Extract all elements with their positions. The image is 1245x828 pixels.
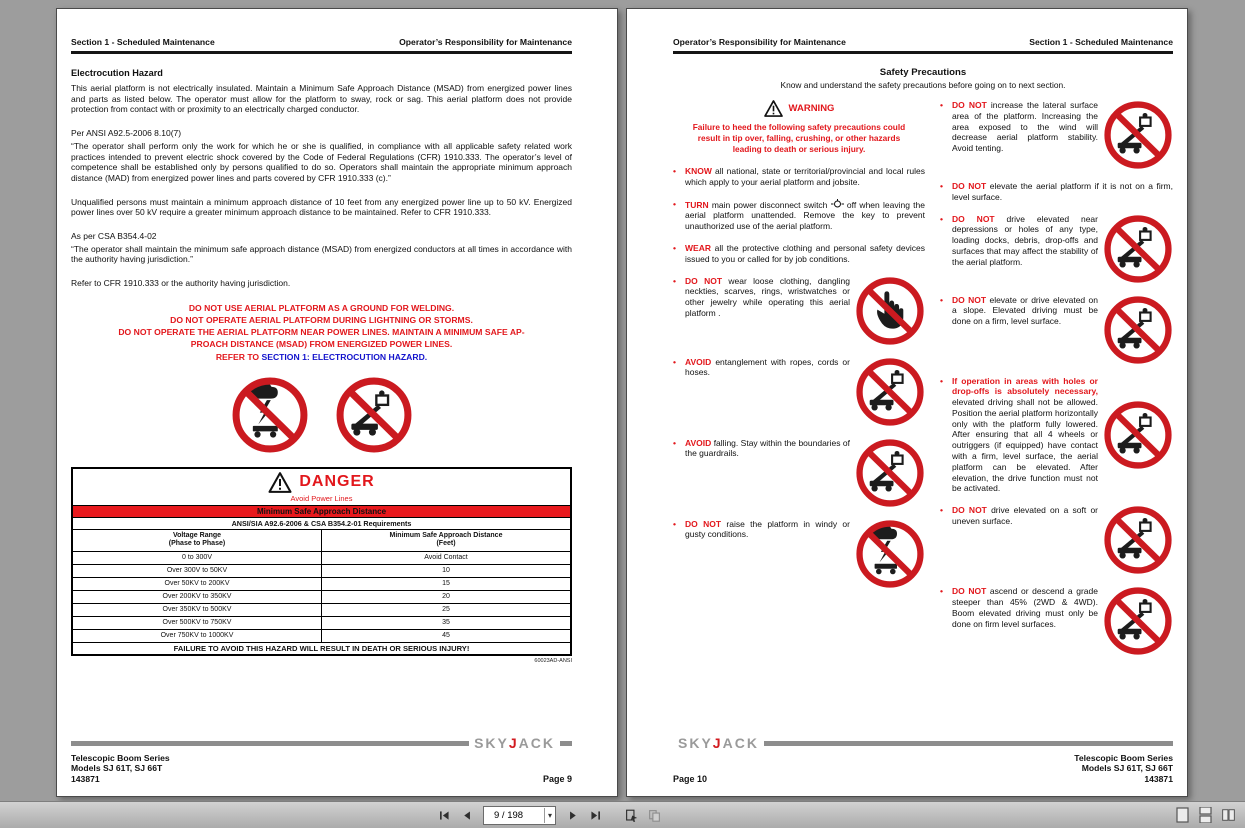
page-footer bbox=[71, 734, 572, 784]
paragraph: “The operator shall perform only the work for which he or she is qualified, in compliance with all applicable safety related work practices intended to prevent electric shock covered by the Code of Federal Regulations (CFR) 1910.333. The operator’s level of competence shall be established only by persons qualified to do so. Operators shall maintain the appropriate minimum approach distance (MAD) from energized power lines and parts covered by CFR 1910.333 (c).” bbox=[71, 140, 572, 183]
no-soft-surface-icon bbox=[1103, 505, 1173, 575]
danger-header-cell bbox=[72, 468, 571, 506]
page-dropdown-caret-icon[interactable]: ▾ bbox=[544, 808, 555, 823]
warning-triangle-icon bbox=[764, 100, 783, 117]
bullet-dot: • bbox=[673, 166, 676, 177]
model-info: Telescopic Boom Series Models SJ 61T, SJ 66T 143871 bbox=[71, 752, 170, 784]
header-rule bbox=[71, 51, 572, 54]
danger-subtitle: Avoid Power Lines bbox=[290, 493, 353, 503]
header-chapter: Operator’s Responsibility for Maintenance bbox=[673, 37, 846, 47]
no-windy-raise-icon bbox=[855, 519, 925, 589]
paragraph-heading: As per CSA B354.4-02 bbox=[71, 231, 157, 242]
warning-heading bbox=[673, 100, 925, 117]
msad-cell: 20 bbox=[322, 590, 572, 603]
paragraph: “The operator shall maintain the minimum safe approach distance (MSAD) from energized conductors at all times in accordance with the authority having jurisdiction.” bbox=[71, 243, 572, 265]
msad-cell: 10 bbox=[322, 564, 572, 577]
safety-bullet: • DO NOT elevate or drive elevated on a slope. Elevated driving must be done on a firm, level surface. bbox=[940, 295, 1173, 365]
msad-cell: Over 300V to 50KV bbox=[72, 564, 322, 577]
paragraph-heading: Per ANSI A92.5-2006 8.10(7) bbox=[71, 128, 182, 139]
bullet-dot: • bbox=[940, 586, 943, 597]
header-section: Section 1 - Scheduled Maintenance bbox=[71, 37, 215, 47]
bullet-dot: • bbox=[673, 198, 676, 209]
warning-line: DO NOT OPERATE AERIAL PLATFORM DURING LIGHTNING OR STORMS. bbox=[170, 315, 473, 326]
page-view-modes bbox=[1174, 806, 1237, 824]
no-steep-grade-icon bbox=[1103, 586, 1173, 656]
msad-footer-warning: FAILURE TO AVOID THIS HAZARD WILL RESULT IN DEATH OR SERIOUS INJURY! bbox=[72, 642, 571, 655]
no-slope-elevation-icon bbox=[1103, 295, 1173, 365]
bullet-dot: • bbox=[673, 275, 676, 286]
msad-cell: 0 to 300V bbox=[72, 551, 322, 564]
figure-code: 60023AD-ANSI bbox=[534, 657, 572, 664]
page-number-box[interactable] bbox=[483, 806, 556, 825]
bullet-dot: • bbox=[673, 356, 676, 367]
last-page-button[interactable] bbox=[585, 805, 605, 825]
page-footer bbox=[673, 734, 1173, 784]
paragraph: This aerial platform is not electrically insulated. Maintain a Minimum Safe Approach Distance (MSAD) from energized power lines and parts as listed below. The operator must allow for the platform to sway, rock or sag. This aerial platform does not provide protection from contact with or proximity to an electrically charged conductor. bbox=[71, 83, 572, 115]
copy-pages-icon[interactable] bbox=[644, 805, 664, 825]
footer-rule bbox=[764, 741, 1173, 746]
warning-label: WARNING bbox=[788, 103, 835, 114]
section-link[interactable]: SECTION 1: ELECTROCUTION HAZARD. bbox=[261, 351, 428, 362]
page-number-label: Page 9 bbox=[542, 774, 572, 784]
page-indicator-value[interactable]: 9 / 198 bbox=[494, 809, 524, 821]
safety-bullet: • DO NOT increase the lateral surface area of the platform. Increasing the area exposed to the wind will decrease aerial platform stability. Avoid tenting. bbox=[940, 100, 1173, 170]
bullet-dot: • bbox=[940, 294, 943, 305]
msad-cell: Avoid Contact bbox=[322, 551, 572, 564]
bullet-dot: • bbox=[940, 100, 943, 110]
warning-line: DO NOT USE AERIAL PLATFORM AS A GROUND FOR WELDING. bbox=[188, 302, 455, 313]
two-page-view-icon[interactable] bbox=[1220, 806, 1237, 824]
skyjack-logo: SKYJACK bbox=[678, 734, 759, 751]
paragraph: Unqualified persons must maintain a minimum approach distance of 10 feet from any energized power line up to 50 kV. Energized power lines over 50 kV require a greater minimum approach distance to be maintained. Refer to CFR 1910.333. bbox=[71, 196, 572, 218]
warning-line: DO NOT OPERATE THE AERIAL PLATFORM NEAR POWER LINES. MAINTAIN A MINIMUM SAFE AP- bbox=[118, 327, 525, 338]
bullet-dot: • bbox=[940, 213, 943, 224]
msad-cell: 15 bbox=[322, 577, 572, 590]
safety-bullet: • TURN main power disconnect switch off when leaving the aerial platform unattended. Remove the key to prevent unauthorized use of the aerial platform. bbox=[673, 198, 925, 232]
section-title: Safety Precautions bbox=[879, 67, 967, 78]
refer-to-label: REFER TO bbox=[215, 351, 260, 362]
danger-label: DANGER bbox=[299, 473, 375, 491]
msad-cell: 45 bbox=[322, 629, 572, 642]
safety-bullet: • If operation in areas with holes or drop-offs is absolutely necessary, elevated driving shall not be allowed. Position the aerial platform horizontally only with the platform fully lowered. After ensuring that all 4 wheels or outriggers (if equipped) have contact with a firm, level surface, the aerial platform can be elevated. After elevation, the drive function must not be activated. bbox=[940, 376, 1173, 495]
single-page-view-icon[interactable] bbox=[1174, 806, 1191, 824]
bullet-dot: • bbox=[940, 181, 943, 191]
section-subtitle: Know and understand the safety precautions before going on to next section. bbox=[780, 80, 1066, 90]
header-section: Section 1 - Scheduled Maintenance bbox=[1029, 37, 1173, 47]
skyjack-logo: SKYJACK bbox=[474, 734, 555, 751]
warning-text: Failure to heed the following safety precautions could result in tip over, falling, crushing, or other hazards leading to death or serious injury. bbox=[692, 122, 906, 155]
no-drive-near-holes-icon bbox=[1103, 214, 1173, 284]
page-number-label: Page 10 bbox=[673, 774, 708, 784]
snapshot-tool-icon[interactable] bbox=[621, 805, 641, 825]
no-power-lines-icon bbox=[335, 376, 413, 454]
section-title: Electrocution Hazard bbox=[71, 68, 163, 78]
no-loose-clothing-icon bbox=[855, 276, 925, 346]
model-info: Telescopic Boom Series Models SJ 61T, SJ 66T 143871 bbox=[1074, 752, 1173, 784]
safety-bullet: • AVOID falling. Stay within the boundaries of the guardrails. bbox=[673, 438, 925, 508]
danger-triangle-icon bbox=[268, 472, 292, 493]
bullet-dot: • bbox=[940, 505, 943, 516]
page-header bbox=[673, 37, 1173, 47]
header-chapter: Operator’s Responsibility for Maintenance bbox=[399, 37, 572, 47]
paragraph: Refer to CFR 1910.333 or the authority having jurisdiction. bbox=[71, 278, 291, 289]
safety-bullet: • WEAR all the protective clothing and personal safety devices issued to you or called for by job conditions. bbox=[673, 243, 925, 264]
msad-cell: Over 350KV to 500KV bbox=[72, 603, 322, 616]
first-page-button[interactable] bbox=[434, 805, 454, 825]
msad-cell: 25 bbox=[322, 603, 572, 616]
msad-requirements: ANSI/SIA A92.6-2006 & CSA B354.2-01 Requirements bbox=[72, 517, 571, 529]
bullet-dot: • bbox=[673, 518, 676, 529]
msad-col-header: Voltage Range (Phase to Phase) bbox=[72, 529, 322, 551]
previous-page-button[interactable] bbox=[457, 805, 477, 825]
prohibition-icons-row bbox=[71, 376, 572, 454]
safety-column-right bbox=[940, 96, 1173, 656]
no-entanglement-icon bbox=[855, 357, 925, 427]
document-page-9 bbox=[56, 8, 618, 797]
no-lateral-surface-icon bbox=[1103, 100, 1173, 170]
safety-bullet: • DO NOT ascend or descend a grade steeper than 45% (2WD & 4WD). Boom elevated driving must only be done on firm level surfaces. bbox=[940, 586, 1173, 656]
viewer-toolbar bbox=[0, 801, 1245, 828]
safety-bullet: • DO NOT raise the platform in windy or gusty conditions. bbox=[673, 519, 925, 589]
safety-bullet: • DO NOT wear loose clothing, dangling neckties, scarves, rings, wristwatches or other jewelry while operating this aerial platform . bbox=[673, 276, 925, 346]
msad-cell: Over 500KV to 750KV bbox=[72, 616, 322, 629]
electrocution-warning-block bbox=[71, 302, 572, 363]
no-falling-icon bbox=[855, 438, 925, 508]
bullet-dot: • bbox=[673, 243, 676, 253]
safety-bullet: • DO NOT drive elevated on a soft or uneven surface. bbox=[940, 505, 1173, 575]
safety-bullet: • AVOID entanglement with ropes, cords or hoses. bbox=[673, 357, 925, 427]
page-header bbox=[71, 37, 572, 47]
no-storm-operation-icon bbox=[231, 376, 309, 454]
msad-cell: Over 200KV to 350KV bbox=[72, 590, 322, 603]
no-elevated-drive-holes-icon bbox=[1103, 400, 1173, 470]
msad-table bbox=[71, 467, 572, 656]
next-page-button[interactable] bbox=[562, 805, 582, 825]
page-navigation bbox=[434, 805, 664, 825]
safety-bullet: • DO NOT elevate the aerial platform if it is not on a firm, level surface. bbox=[940, 181, 1173, 202]
document-page-10 bbox=[626, 8, 1188, 797]
msad-cell: Over 750KV to 1000KV bbox=[72, 629, 322, 642]
power-switch-icon bbox=[831, 199, 844, 209]
header-rule bbox=[673, 51, 1173, 54]
footer-rule bbox=[71, 741, 469, 746]
bullet-dot: • bbox=[940, 375, 943, 386]
bullet-dot: • bbox=[673, 437, 676, 448]
msad-bar: Minimum Safe Approach Distance bbox=[72, 505, 571, 517]
msad-cell: 35 bbox=[322, 616, 572, 629]
safety-bullet: • DO NOT drive elevated near depressions or holes of any type, loading docks, debris, drop-offs and surfaces that may affect the stability of the aerial platform. bbox=[940, 214, 1173, 284]
msad-cell: Over 50KV to 200KV bbox=[72, 577, 322, 590]
continuous-view-icon[interactable] bbox=[1197, 806, 1214, 824]
msad-col-header: Minimum Safe Approach Distance (Feet) bbox=[322, 529, 572, 551]
footer-rule bbox=[560, 741, 572, 746]
safety-column-left bbox=[673, 96, 925, 656]
warning-line: PROACH DISTANCE (MSAD) FROM ENERGIZED POWER LINES. bbox=[190, 339, 453, 350]
safety-bullet: • KNOW all national, state or territorial/provincial and local rules which apply to your aerial platform and jobsite. bbox=[673, 166, 925, 187]
